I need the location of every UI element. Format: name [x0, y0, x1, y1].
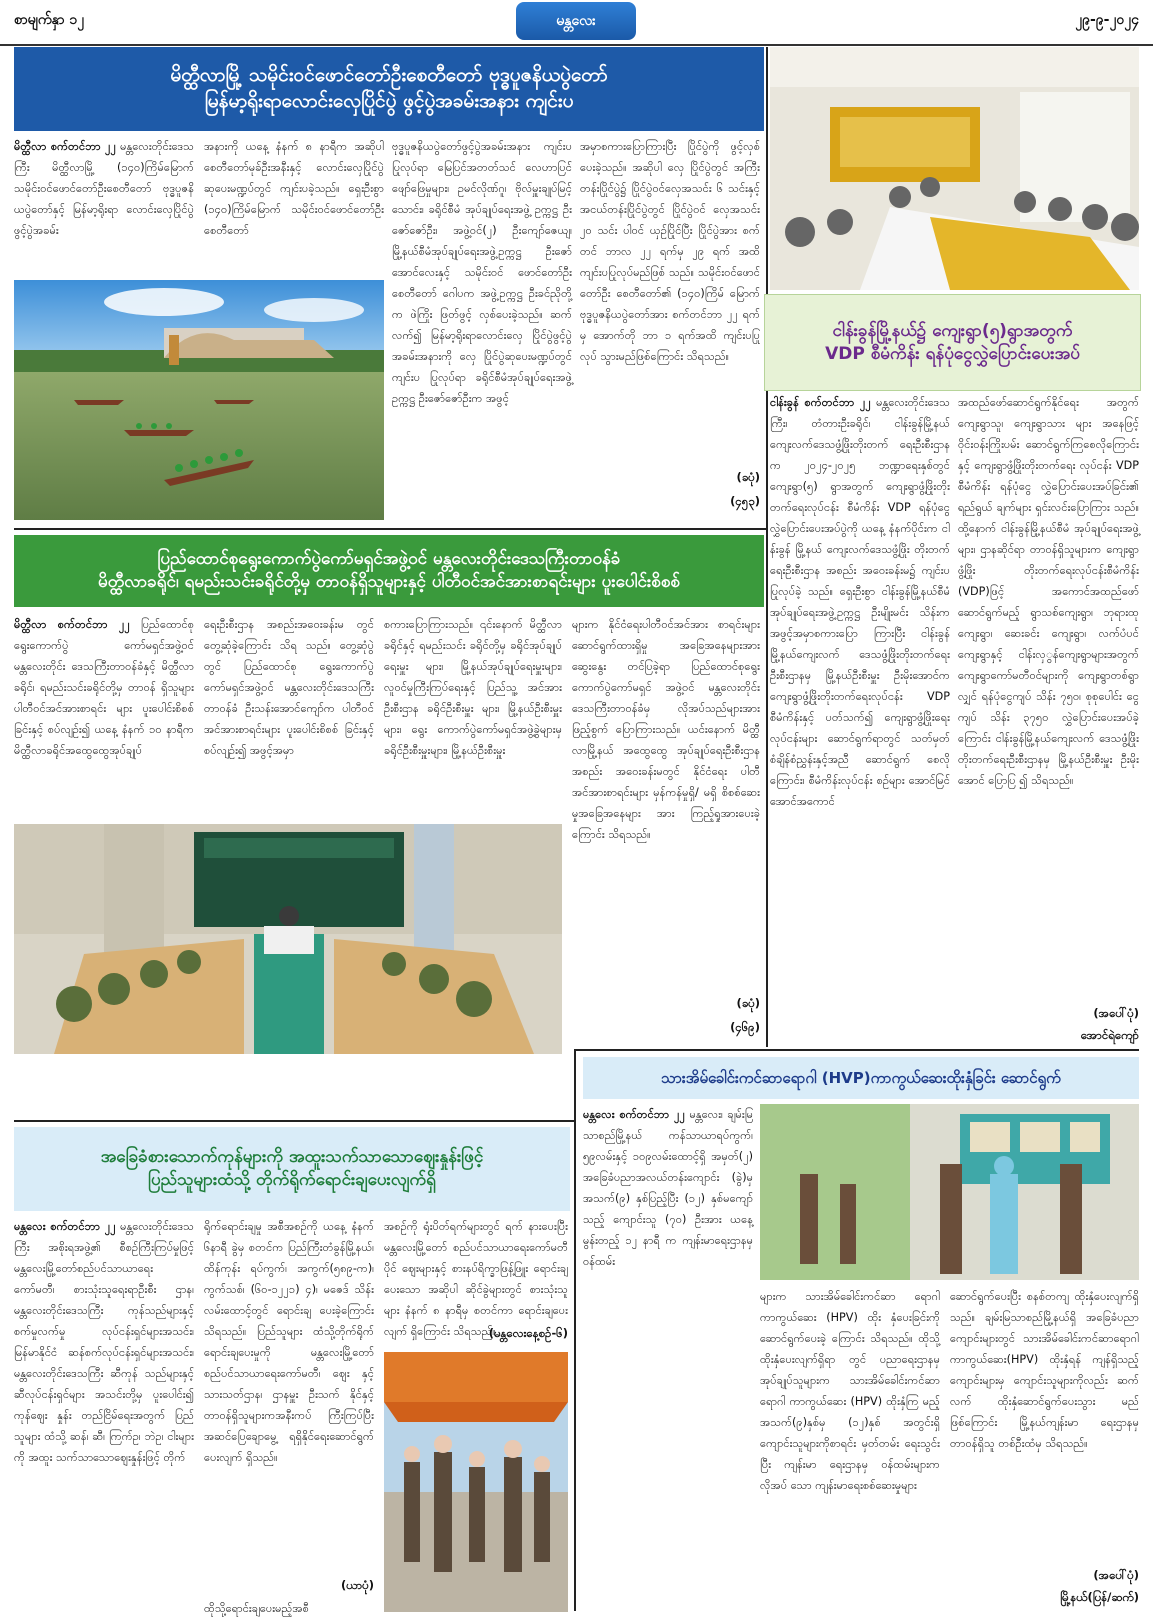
photo-credit: (အပေါ်ပုံ) [1093, 1568, 1139, 1582]
dateline: မိတ္ထီလာ စက်တင်ဘာ ၂၂ [14, 618, 130, 631]
headline-line: VDP စီမံကိန်း ရန်ပုံငွေလွှဲပြောင်းပေးအပ် [825, 343, 1080, 364]
newspaper-logo: မန္တလေး [516, 2, 636, 40]
dateline: ငါန်းခွန် စက်တင်ဘာ ၂၂ [770, 396, 871, 409]
article-text: ဆောင်ရွက်ပေးပြီး စနစ်တကျ ထိုးနှံပေးလျက်ရှိသည်။ ချမ်းမြသာစည်မြို့နယ်ရှိ အခြေခံပညာကျောင်းများတွင် သားအိမ်ခေါင်းကင်ဆာရောဂါ ကာကွယ်ဆေး(HPV) ထိုးနှံရန် ကျန်ရှိသည့် ကျောင်းများမှ ကျောင်းသူများကိုလည်း ဆက် လက် ထိုးနှံဆောင်ရွက်ပေးသွား မည်ဖြစ်ကြောင်း မြို့နယ်ကျန်းမာ ရေးဌာနမှ တာဝန်ရှိသူ တစ်ဦးထံမှ သိရသည်။ [950, 1290, 1139, 1450]
article-text: များက သားအိမ်ခေါင်းကင်ဆာ ရောဂါကာကွယ်ဆေး (HPV) ထိုး နှံပေးခြင်းကို ဆောင်ရွက်ပေးခဲ့ ကြောင်း သိရသည်။ ထိုသို့ ထိုးနှံပေးလျက်ရှိရာ တွင် ပညာရေးဌာနမှ အုပ်ချုပ်သူများက သားအိမ်ခေါင်းကင်ဆာရောဂါ ကာကွယ်ဆေး (HPV) ထိုးနှံကြ မည့် အသက်(၉)နှစ်မှ (၁၂)နှစ် အတွင်းရှိ ကျောင်းသူများကိုစာရင်း မှတ်တမ်း ရေးသွင်းပြီး ကျန်းမာ ရေးဌာနမှ ဝန်ထမ်းများက လိုအပ် သော ကျန်းမာရေးစစ်ဆေးမှုများ [760, 1290, 940, 1492]
photo-credit: (အပေါ်ပုံ) [1093, 1006, 1139, 1020]
article-text: မန္တလေးတိုင်းဒေသကြီး အစိုးရအဖွဲ့၏ စီစဉ်ကြီးကြပ်မှုဖြင့် မန္တလေးမြို့တော်စည်ပင်သာယာရေး ကော်မတီ၊ စားသုံးသူရေးရာဦးစီး ဌာန၊ မန္တလေးတိုင်းဒေသကြီး ကုန်သည်များနှင့် စက်မှုလက်မှု လုပ်ငန်းရှင်များအသင်း၊ မြန်မာနိုင်ငံ ဆန်စက်လုပ်ငန်းရှင်များအသင်း၊ မန္တလေးတိုင်းဒေသကြီး ဆီကုန် သည်များနှင့် ဆီလုပ်ငန်းရှင်များ အသင်းတို့မှ ပူးပေါင်း၍ ကုန်ဈေး နှုန်း တည်ငြိမ်ရေးအတွက် ပြည်သူများ ထံသို့ ဆန်၊ ဆီ၊ ကြက်ဥ၊ ဘဲဥ၊ ငါးများကို အထူး သက်သာသောဈေးနှုန်းဖြင့် တိုက် [14, 1220, 194, 1464]
headline-line: သားအိမ်ခေါင်းကင်ဆာရောဂါ (HVP)ကာကွယ်ဆေးထိုးနှံခြင်း ဆောင်ရွက် [661, 1068, 1061, 1087]
article-code: (၄၅၃) [730, 494, 760, 508]
photo-credit: (ခပုံ) [736, 996, 760, 1010]
photo-vdp-ceremony [770, 47, 1139, 290]
section-rule [14, 1120, 574, 1122]
article-text: မန္တလေးတိုင်းဒေသကြီး မိတ္ထီလာမြို့ (၁၄၀)ကြိမ်မြောက် သမိုင်းဝင်ဖောင်တော်ဦးစေတီတော် ဗုဒ္ဓပူဇနိယပွဲတော်နှင့် မြန်မာ့ရိုးရာ လောင်းလှေပြိုင်ပွဲ ဖွင့်ပွဲအခမ်း [14, 140, 194, 237]
headline-line: မိတ္ထီလာမြို့ သမိုင်းဝင်ဖောင်တော်ဦးစေတီတော် ဗုဒ္ဓပူဇနိယပွဲတော် [170, 64, 608, 87]
headline-boat-race [14, 47, 764, 131]
page-number: စာမျက်နှာ ၁၂ [14, 12, 85, 28]
source-credit: (မန္တလေးနေ့စဉ်-၆) [488, 1326, 568, 1340]
article-text: ထိုသို့ရောင်းချပေးမည့်အစီ [204, 1602, 309, 1615]
dateline: မန္တလေး စက်တင်ဘာ ၂၂ [583, 1108, 686, 1121]
article-column [770, 392, 950, 1047]
article-column [580, 136, 760, 466]
headline-line: အခြေခံစားသောက်ကုန်များကို အထူးသက်သာသောဈေးနှုန်းဖြင့် [100, 1147, 484, 1168]
article-column [958, 392, 1139, 1004]
article-text: စကားပြောကြားသည်။ ၎င်းနောက် မိတ္ထီလာခရိုင်နှင့် ရမည်းသင်း ခရိုင်တို့မှ ခရိုင်အုပ်ချုပ်ရေးမှူး များ၊ မြို့နယ်အုပ်ချုပ်ရေးမှူးများ၊ လူဝင်မှုကြီးကြပ်ရေးနှင့် ပြည်သူ့ အင်အားဦးစီးဌာန ခရိုင်ဦးစီးမှူး များ၊ မြို့နယ်ဦးစီးမှူးများ၊ ရွေး ကောက်ပွဲကော်မရှင်အဖွဲ့ခွဲများမှ ခရိုင်ဦးစီးမှူးများ၊ မြို့နယ်ဦးစီးမှူး [384, 618, 562, 757]
headline-hpv-vaccine [583, 1057, 1139, 1099]
article-column [204, 1216, 374, 1578]
article-column [14, 136, 194, 276]
article-column [760, 1286, 940, 1606]
headline-election-commission [14, 535, 764, 607]
article-text: များက နိုင်ငံရေးပါတီဝင်အင်အား စာရင်းများ ဆောင်ရွက်ထားရှိမှု အခြေအနေများအား ဆွေးနွေး တင်ပြခဲ့ရာ ပြည်ထောင်စုရွေး ကောက်ပွဲကော်မရှင် အဖွဲ့ဝင် မန္တလေးတိုင်းဒေသကြီးတာဝန်ခံမှ လိုအပ်သည်များအား ဖြည့်စွက် ပြောကြားသည်။ ယင်းနောက် မိတ္ထီလာမြို့နယ် အထွေထွေ အုပ်ချုပ်ရေးဦးစီးဌာန အစည်း အဝေးခန်းမတွင် နိုင်ငံရေး ပါတီ အင်အားစာရင်းများ မှန်ကန်မှုရှိ/ မရှိ စိစစ်ဆေးမှုအခြေအနေများ အား ကြည့်ရှုအားပေးခဲ့ကြောင်း သိရသည်။ [572, 618, 760, 841]
article-text: ရိုက်ရောင်းချမှု အစီအစဉ်ကို ယနေ့ နံနက် ၆နာရီ ခွဲမှ စတင်က ပြည်ကြီးတံခွန်မြို့နယ်၊ ထိန်ကုန်း ရပ်ကွက်၊ အကွက်(၅၈၉-က)၊ ကွက်သစ်၊ (၆၀-၁၂၂၁) ၄)၊ မဇေဒ် သိန်းလမ်းထောင့်တွင် ရောင်းချ ပေးခဲ့ကြောင်း သိရသည်။ ပြည်သူများ ထံသို့တိုက်ရိုက် ရောင်းချပေးမှုကို မန္တလေးမြို့တော် စည်ပင်သာယာရေးကော်မတီ၊ ဈေး နှင့်သားသတ်ဌာန၊ ဌာနမှူး ဦးသက် နိုင်နှင့် တာဝန်ရှိသူများကအနီးကပ် ကြီးကြပ်ပြီး အဆင်ပြေချောမွေ့ ရရှိနိုင်ရေးဆောင်ရွက်ပေးလျက် ရှိသည်။ [204, 1220, 374, 1464]
article-column [14, 614, 194, 819]
article-text: အနားကို ယနေ့ နံနက် ၈ နာရီက အဆိုပါ စေတီတော်မုခ်ဦးအနီးနှင့် လောင်းလှေပြိုင်ပွဲ ဆုပေးမဏ္ဍပ်တွင် ကျင်းပခဲ့သည်။ ရှေးဦးစွာ (၁၄၀)ကြိမ်မြောက် သမိုင်းဝင်ဖောင်တော်ဦးစေတီတော် [204, 140, 384, 237]
article-text: မန္တလေးတိုင်းဒေသကြီး၊ တံတားဦးခရိုင်၊ ငါန်းခွန်မြို့နယ် ကျေးလက်ဒေသဖွံ့ဖြိုးတိုးတက် ရေးဦးစီးဌာနက ၂၀၂၄-၂၀၂၅ ဘဏ္ဍာရေးနှစ်တွင် ကျေးရွာ(၅) ရွာအတွက် ကျေးရွာဖွံ့ဖြိုးတိုး တက်ရေးလုပ်ငန်း စီမံကိန်း VDP ရန်ပုံငွေ လွှဲပြောင်းပေးအပ်ပွဲကို ယနေ့ နံနက်ပိုင်းက ငါန်းခွန် မြို့နယ် ကျေးလက်ဒေသဖွံ့ဖြိုး တိုးတက်ရေးဦးစီးဌာန အစည်း အဝေးခန်းမ၌ ကျင်းပပြုလုပ်ခဲ့ သည်။ ရှေးဦးစွာ ငါန်းခွန်မြို့နယ်စီမံ အုပ်ချုပ်ရေးအဖွဲ့ဥက္ကဋ္ဌ ဦးမျိုးမင်း သိန်းက အဖွင့်အမှာစကားပြော ကြားပြီး ငါန်းခွန်မြို့နယ်ကျေးလက် ဒေသဖွံ့ဖြိုးတိုးတက်ရေးဦးစီးဌာနမှ မြို့နယ်ဦးစီးမှူး ဦးမိုးအောင်က ကျေးရွာဖွံ့ဖြိုးတိုးတက်ရေးလုပ်ငန်း VDP စီမံကိန်းနှင့် ပတ်သက်၍ ကျေးရွာဖွံ့ဖြိုးရေးလုပ်ငန်းများ ဆောင်ရွက်ရာတွင် သတ်မှတ် စံချိန်စံညွှန်းနှင့်အညီ ဆောင်ရွက် စေလိုကြောင်း၊ စီမံကိန်းလုပ်ငန်း စဉ်များ အောင်မြင်အောင်အကောင် [770, 396, 950, 808]
article-text: ပြည်ထောင်စုရွေးကောက်ပွဲ ကော်မရှင်အဖွဲ့ဝင် မန္တလေးတိုင်း ဒေသကြီးတာဝန်ခံနှင့် မိတ္ထီလာ ခရိုင်၊ ရမည်းသင်းခရိုင်တို့မှ တာဝန် ရှိသူများ ပါတီဝင်အင်အားစာရင်း များ ပူးပေါင်းစိစစ်ခြင်းနှင့် စပ်လျဉ်း၍ ယနေ့ နံနက် ၁၀ နာရီက မိတ္ထီလာခရိုင်အထွေထွေအုပ်ချုပ် [14, 618, 194, 757]
headline-line: ပြည်သူများထံသို့ တိုက်ရိုက်ရောင်းချပေးလျက်ရှိ [148, 1170, 436, 1190]
article-column [14, 1216, 194, 1614]
headline-line: မိတ္ထီလာခရိုင်၊ ရမည်းသင်းခရိုင်တို့မှ တာဝန်ရှိသူများနှင့် ပါတီဝင်အင်အားစာရင်းများ ပူးပေါင်းစိစစ် [98, 572, 680, 592]
byline: အောင်ရဲကျော် [1080, 1028, 1139, 1042]
article-column [204, 614, 374, 819]
article-text: အထည်ဖော်ဆောင်ရွက်နိုင်ရေး အတွက် ကျေးရွာသူ၊ ကျေးရွာသား များ အနေဖြင့် ဝိုင်းဝန်းကြိုးပမ်း ဆောင်ရွက်ကြစေလိုကြောင်း နှင့် ကျေးရွာဖွံ့ဖြိုးတိုးတက်ရေး လုပ်ငန်း VDP စီမံကိန်း ရန်ပုံငွေ လွှဲပြောင်းပေးအပ်ခြင်း၏ ရည်ရွယ် ချက်များ ရှင်းလင်းပြောကြား သည်။ ထို့နောက် ငါန်းခွန်မြို့နယ်စီမံ အုပ်ချုပ်ရေးအဖွဲ့များ၊ ဌာနဆိုင်ရာ တာဝန်ရှိသူများက ကျေးရွာဖွံ့ဖြိုး တိုးတက်ရေးလုပ်ငန်းစီမံကိန်း (VDP)ဖြင့် အကောင်အထည်ဖော် ဆောင်ရွက်မည့် ရွာသစ်ကျေးရွာ၊ ဘုရားထုကျေးရွာ၊ ဆေးခင်း ကျေးရွာ၊ လက်ပံပင်ကျေးရွာနှင့် ငါန်းလှွန်ကျေးရွာများအတွက် ကျေးရွာကော်မတီဝင်များကို ကျေးရွာတစ်ရွာလျှင် ရန်ပုံငွေကျပ် သိန်း ၇၅၀၊ စုစုပေါင်း ငွေကျပ် သိန်း ၃၇၅၀ လွှဲပြောင်းပေးအပ်ခဲ့ ကြောင်း ငါန်းခွန်မြို့နယ်ကျေးလက် ဒေသဖွံ့ဖြိုးတိုးတက်ရေးဦးစီးဌာနမှ မြို့နယ်ဦးစီးမှူး ဦးမိုးအောင် ပြောပြ ၍ သိရသည်။ [958, 396, 1139, 787]
article-text: မန္တလေး၊ ချမ်းမြသာစည်မြို့နယ် ကန်သာယာရပ်ကွက်၊ ၅၉လမ်းနှင့် ၁၀၉လမ်းထောင့်ရှိ အမှတ်(၂) အခြေခံပညာအလယ်တန်းကျောင်း (ခွဲ)မှ အသက်(၉) နှစ်ပြည့်ပြီး (၁၂) နှစ်မကျော်သည့် ကျောင်းသူ (၇၀) ဦးအား ယနေ့ မွန်းတည့် ၁၂ နာရီ က ကျန်းမာရေးဌာနမှ ဝန်ထမ်း [583, 1108, 753, 1268]
photo-hpv-vaccination [760, 1104, 1139, 1280]
photo-market-sale [384, 1352, 568, 1612]
article-column [572, 614, 760, 954]
column-rule [766, 47, 768, 1047]
section-rule [14, 528, 766, 530]
article-text: ဗုဒ္ဓပူဇနိယပွဲတော်ဖွင့်ပွဲအခမ်းအနား ကျင်းပပြုလုပ်ရာ မြေပြင်အတတ်သင် လေဟာပြင်ဖျော်ဖြေမှုများ၊ ဥမင်လိုဏ်ဂူ၊ ဗိုလ်မှူးချုပ်မြင့်သောင်း၊ ခရိုင်စီမံ အုပ်ချုပ်ရေးအဖွဲ့ ဥက္ကဋ္ဌ ဦးဇော်ဇော်ဦး၊ အဖွဲ့ဝင်(၂) ဦးကျော်ဇေယျ၊ မြို့နယ်စီမံအုပ်ချုပ်ရေးအဖွဲ့ဥက္ကဋ္ဌ ဦးဇော်အောင်လေးနှင့် သမိုင်းဝင် ဖောင်တော်ဦးစေတီတော် ဂေါပက အဖွဲ့ဥက္ကဋ္ဌ ဦးခင်ညိုတို့က ဖဲကြိုး ဖြတ်ဖွင့် လှစ်ပေးခဲ့သည်။ ဆက် လက်၍ မြန်မာ့ရိုးရာလောင်းလှေ ပြိုင်ပွဲဖွင့်ပွဲအခမ်းအနားကို လှေ ပြိုင်ပွဲဆုပေးမဏ္ဍပ်တွင် ကျင်းပ ပြုလုပ်ရာ ခရိုင်စီမံအုပ်ချုပ်ရေးအဖွဲ့ ဥက္ကဋ္ဌ ဦးဇော်ဇော်ဦးက အဖွင့် [392, 140, 572, 405]
article-text: အစဉ်ကို ရုံးပိတ်ရက်များတွင် ရက် နားပေးပြီး မန္တလေးမြို့တော် စည်ပင်သာယာရေးကော်မတီပိုင် ဈေးများနှင့် စားနပ်ရိက္ခာဖြန့်ဖြူး ရောင်းချပေးသော အဆိုပါ ဆိုင်ခွဲများတွင် စားသုံးသူများ နံနက် ၈ နာရီမှ စတင်ကာ ရောင်းချပေးလျက် ရှိကြောင်း သိရသည်။ [384, 1220, 568, 1338]
page-date: ၂၉-၉-၂၀၂၄ [1075, 12, 1139, 28]
headline-vdp-fund [764, 294, 1141, 391]
article-column [204, 1598, 374, 1620]
article-column [204, 136, 384, 276]
byline: မြို့နယ်(ပြန်/ဆက်) [1060, 1590, 1139, 1604]
photo-credit: (ခပုံ) [736, 470, 760, 484]
page-header [0, 0, 1153, 46]
article-column [583, 1104, 753, 1339]
photo-credit: (ယာပုံ) [341, 1578, 374, 1592]
article-text: အမှာစကားပြောကြားပြီး ပြိုင်ပွဲကို ဖွင့်လှစ်ပေးခဲ့သည်။ အဆိုပါ လှေ ပြိုင်ပွဲတွင် အကြီးတန်းပြိုင်ပွဲ၌ ပြိုင်ပွဲဝင်လှေအသင်း ၆ သင်းနှင့် အငယ်တန်းပြိုင်ပွဲတွင် ပြိုင်ပွဲဝင် လှေအသင်း ၂၀ သင်း ပါဝင် ယှဉ်ပြိုင်ပြီး ပြိုင်ပွဲအား စက်တင် ဘာလ ၂၂ ရက်မှ ၂၉ ရက် အထိ ကျင်းပပြုလုပ်မည်ဖြစ် သည်။ သမိုင်းဝင်ဖောင်တော်ဦး စေတီတော်၏ (၁၄၀)ကြိမ် မြောက် ဗုဒ္ဓပူဇနိယပွဲတော်အား စက်တင်ဘာ ၂၂ ရက်မှ အောက်တို ဘာ ၁ ရက်အထိ ကျင်းပပြု လုပ် သွားမည်ဖြစ်ကြောင်း သိရသည်။ [580, 140, 760, 363]
article-column [384, 614, 562, 819]
headline-line: ပြည်ထောင်စုရွေးကောက်ပွဲကော်မရှင်အဖွဲ့ဝင် မန္တလေးတိုင်းဒေသကြီးတာဝန်ခံ [157, 549, 621, 570]
article-text: ရေးဦးစီးဌာန အစည်းအဝေးခန်းမ တွင် တွေ့ဆုံခဲ့ကြောင်း သိရ သည်။ တွေ့ဆုံပွဲတွင် ပြည်ထောင်စု ရွေးကောက်ပွဲကော်မရှင်အဖွဲ့ဝင် မန္တလေးတိုင်းဒေသကြီးတာဝန်ခံ ဦးသန်းအောင်ကျော်က ပါတီဝင် အင်အားစာရင်းများ ပူးပေါင်းစိစစ် ခြင်းနှင့် စပ်လျဉ်း၍ အဖွင့်အမှာ [204, 618, 374, 757]
article-column [392, 136, 572, 520]
photo-meeting [14, 824, 562, 1054]
column-rule [574, 1049, 576, 1611]
photo-boat-race [14, 280, 384, 520]
dateline: မန္တလေး စက်တင်ဘာ ၂၂ [14, 1220, 116, 1233]
section-rule [576, 1049, 1139, 1051]
dateline: မိတ္ထီလာ စက်တင်ဘာ ၂၂ [14, 140, 117, 153]
headline-line: မြန်မာ့ရိုးရာလောင်းလှေပြိုင်ပွဲ ဖွင့်ပွဲအခမ်းအနား ကျင်းပ [204, 90, 574, 112]
article-column [950, 1286, 1139, 1546]
article-code: (၄၆၉) [730, 1020, 760, 1034]
headline-food-sales [14, 1127, 570, 1211]
headline-line: ငါန်းခွန်မြို့နယ်၌ ကျေးရွာ(၅)ရွာအတွက် [832, 320, 1073, 341]
